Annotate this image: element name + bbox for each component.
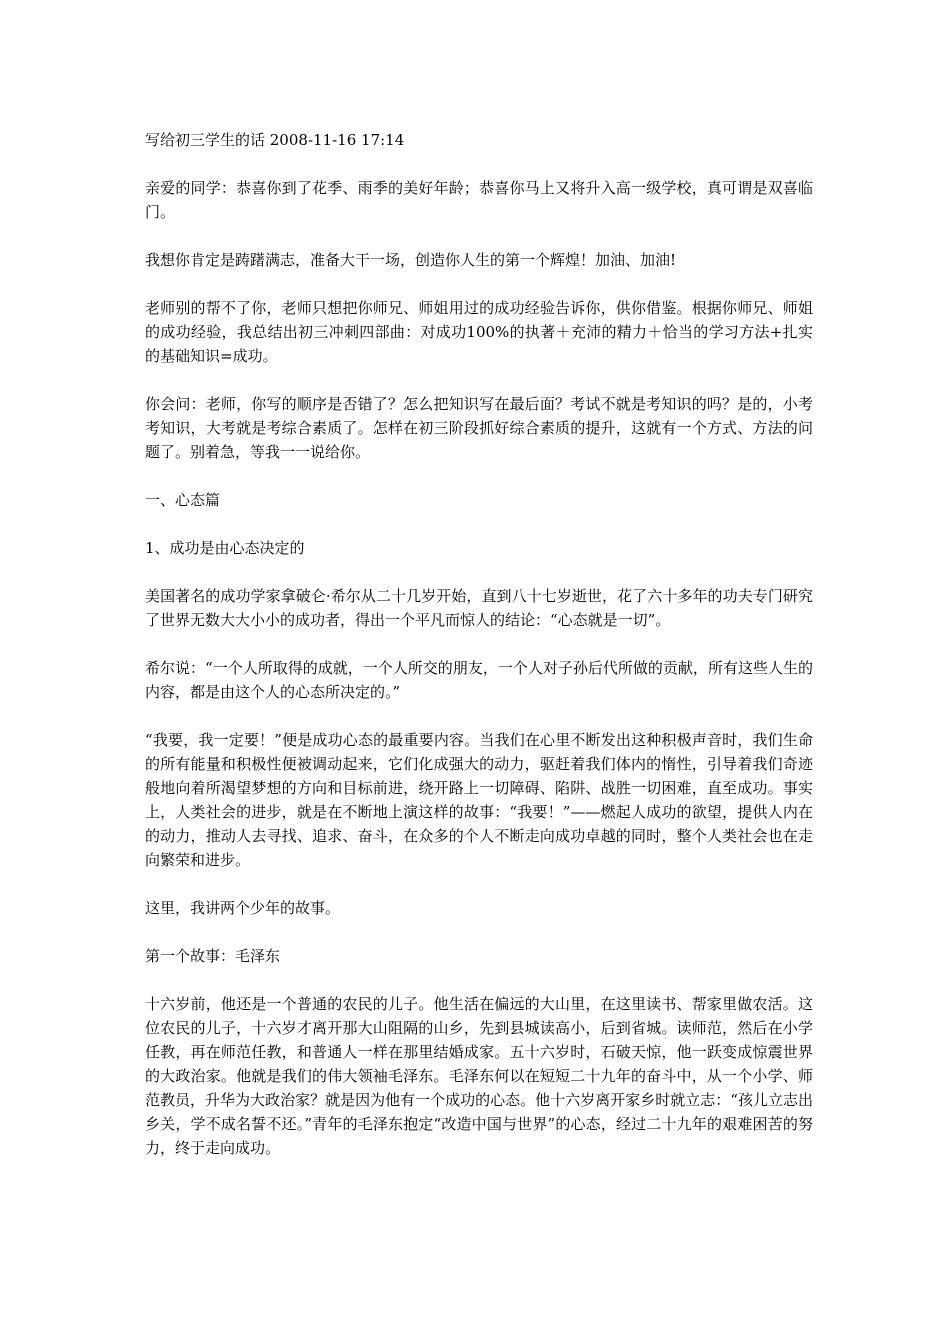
paragraph-two-stories: 这里，我讲两个少年的故事。 xyxy=(145,899,341,917)
document-title: 写给初三学生的话 2008-11-16 17:14 xyxy=(145,131,405,149)
story-heading-mao: 第一个故事：毛泽东 xyxy=(145,947,281,965)
paragraph-question: 你会问：老师，你写的顺序是否错了？怎么把知识写在最后面？考试不就是考知识的吗？是的，小考考知识，大考就是考综合素质了。怎样在初三阶段抓好综合素质的提升，这就有一个方式、方法的问题了。别着急，等我一一说给你。 xyxy=(145,395,813,461)
paragraph-i-want: “我要，我一定要！”便是成功心态的最重要内容。当我们在心里不断发出这种积极声音时，我们生命的所有能量和积极性便被调动起来，它们化成强大的动力，驱赶着我们体内的惰性，引导着我们奇迹般地向着所渴望梦想的方向和目标前进，绕开路上一切障碍、陷阱、战胜一切困难，直至成功。事实上，人类社会的进步，就是在不断地上演这样的故事：“我要！”——燃起人成功的欲望，提供人内在的动力，推动人去寻找、追求、奋斗，在众多的个人不断走向成功卓越的同时，整个人类社会也在走向繁荣和进步。 xyxy=(145,731,813,869)
paragraph-hill-quote: 希尔说：“一个人所取得的成就，一个人所交的朋友，一个人对子孙后代所做的贡献，所有这些人生的内容，都是由这个人的心态所决定的。” xyxy=(145,659,813,701)
paragraph-napoleon-hill: 美国著名的成功学家拿破仑·希尔从二十几岁开始，直到八十七岁逝世，花了六十多年的功夫专门研究了世界无数大大小小的成功者，得出一个平凡而惊人的结论：“心态就是一切”。 xyxy=(145,587,813,629)
paragraph-success-formula: 老师别的帮不了你，老师只想把你师兄、师姐用过的成功经验告诉你，供你借鉴。根据你师兄、师姐的成功经验，我总结出初三冲刺四部曲：对成功100%的执著＋充沛的精力＋恰当的学习方法+扎实的基础知识=成功。 xyxy=(145,299,813,365)
paragraph-greeting: 亲爱的同学：恭喜你到了花季、雨季的美好年龄；恭喜你马上又将升入高一级学校，真可谓是双喜临门。 xyxy=(145,179,813,221)
document-page xyxy=(145,128,813,1184)
paragraph-encouragement: 我想你肯定是踌躇满志，准备大干一场，创造你人生的第一个辉煌！加油、加油! xyxy=(145,251,677,269)
section-heading-mindset: 一、心态篇 xyxy=(145,491,221,509)
subsection-heading-mindset-decides: 1、成功是由心态决定的 xyxy=(145,539,305,557)
paragraph-mao-story: 十六岁前，他还是一个普通的农民的儿子。他生活在偏远的大山里，在这里读书、帮家里做农活。这位农民的儿子，十六岁才离开那大山阻隔的山乡，先到县城读高小，后到省城。读师范，然后在小学任教，再在师范任教，和普通人一样在那里结婚成家。五十六岁时，石破天惊，他一跃变成惊震世界的大政治家。他就是我们的伟大领袖毛泽东。毛泽东何以在短短二十九年的奋斗中，从一个小学、师范教员，升华为大政治家？就是因为他有一个成功的心态。他十六岁离开家乡时就立志：“孩儿立志出乡关，学不成名誓不还。”青年的毛泽东抱定“改造中国与世界”的心态，经过二十九年的艰难困苦的努力，终于走向成功。 xyxy=(145,995,813,1157)
